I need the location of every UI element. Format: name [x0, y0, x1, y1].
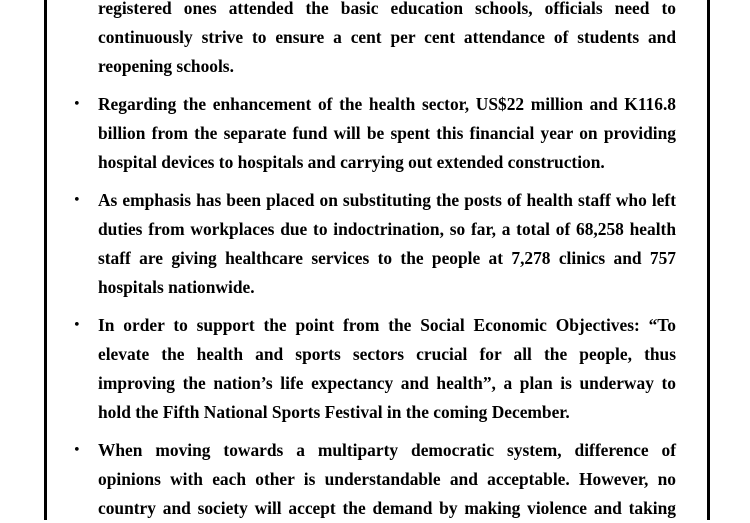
text-line: billion from the separate fund will be spent this financial year on providing [98, 123, 676, 143]
text-line: improving the nation’s life expectancy and health”, a plan is underway to [98, 373, 676, 393]
text-line: hold the Fifth National Sports Festival in the coming December. [98, 402, 570, 422]
text-line: country and society will accept the demand by making violence and taking [98, 498, 676, 518]
bullet-paragraph [0, 0, 750, 81]
bullet-marker: • [73, 318, 81, 333]
bullet-paragraph [0, 186, 750, 302]
text-line: opinions with each other is understandable and acceptable. However, no [98, 469, 676, 489]
text-line: hospital devices to hospitals and carrying out extended construction. [98, 152, 605, 172]
text-line: When moving towards a multiparty democratic system, difference of [98, 440, 676, 460]
bullet-marker: • [73, 97, 81, 112]
text-line: hospitals nationwide. [98, 277, 255, 297]
text-line: reopening schools. [98, 56, 234, 76]
text-line: continuously strive to ensure a cent per cent attendance of students and [98, 27, 676, 47]
bullet-paragraph [0, 90, 750, 177]
text-line: elevate the health and sports sectors crucial for all the people, thus [98, 344, 676, 364]
bullet-marker: • [73, 193, 81, 208]
text-line: registered ones attended the basic education schools, officials need to [98, 0, 676, 18]
text-line: Regarding the enhancement of the health sector, US$22 million and K116.8 [98, 94, 676, 114]
text-line: As emphasis has been placed on substituting the posts of health staff who left [98, 190, 676, 210]
bullet-marker: • [73, 443, 81, 458]
bullet-paragraph [0, 311, 750, 427]
text-line: staff are giving healthcare services to the people at 7,278 clinics and 757 [98, 248, 676, 268]
bullet-paragraph [0, 436, 750, 523]
text-line: In order to support the point from the Social Economic Objectives: “To [98, 315, 676, 335]
text-line: duties from workplaces due to indoctrination, so far, a total of 68,258 health [98, 219, 676, 239]
